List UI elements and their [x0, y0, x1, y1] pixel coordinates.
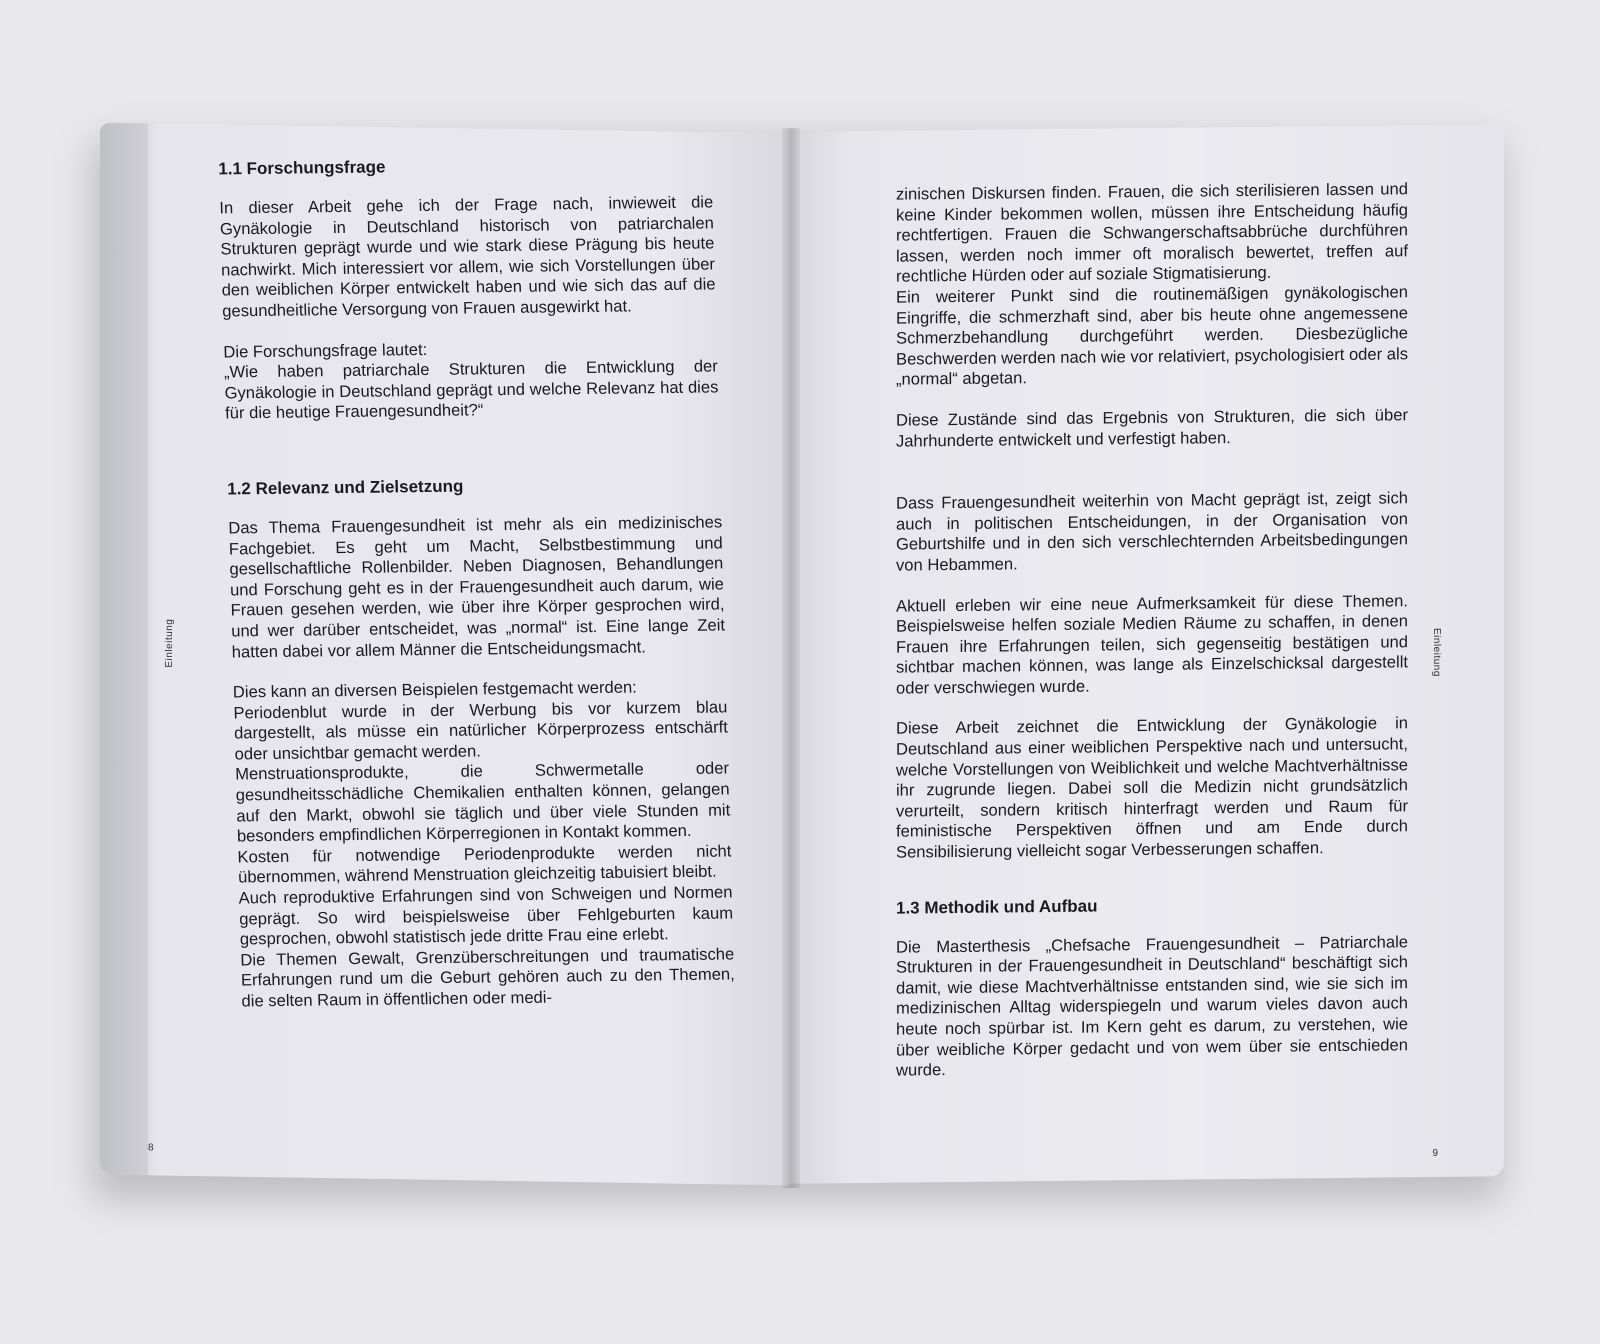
paragraph: Die Themen Gewalt, Grenzüberschreitungen und traumatische Erfahrungen rund um die Geburt gehören auch zu den Themen, die selten Raum in öffentlichen oder medi-: [240, 944, 736, 1011]
paragraph: zinischen Diskursen finden. Frauen, die sich sterilisieren lassen und keine Kinder bekommen wollen, müssen ihre Entscheidung häufig rechtfertigen. Frauen die Schwangerschaftsabbrüche durchführen lassen, werden noch immer oft moralisch bewertet, treffen auf rechtliche Hürden oder auf soziale Stigmatisierung.: [896, 179, 1408, 287]
running-head-left: Einleitung: [164, 618, 175, 668]
heading-1-1: 1.1 Forschungsfrage: [218, 157, 386, 179]
heading-1-2: 1.2 Relevanz und Zielsetzung: [226, 476, 464, 499]
paragraph: Ein weiterer Punkt sind die routinemäßigen gynäkologischen Eingriffe, die schmerzhaft sind, aber bis heute ohne angemessene Schmerzbehandlung durchgeführt werden. Diesbezügliche Beschwerden werden nach wie vor relativiert, psychologisiert oder als „normal“ abgetan.: [896, 282, 1408, 389]
paragraph: Die Forschungsfrage lautet:: [223, 339, 428, 362]
page-stack-edge: [100, 123, 148, 1176]
paragraph: Dass Frauengesundheit weiterhin von Macht geprägt ist, zeigt sich auch in politischen Entscheidungen, in der Organisation von Geburtshilfe und in den sich verschlechternden Arbeitsbedingungen von Hebammen.: [896, 488, 1408, 575]
left-page: [100, 123, 790, 1186]
paragraph: Auch reproduktive Erfahrungen sind von Schweigen und Normen geprägt. So wird beispielsweise über Fehlgeburten kaum gesprochen, obwohl statistisch jede dritte Frau eine erlebt.: [238, 882, 734, 949]
research-question: „Wie haben patriarchale Strukturen die Entwicklung der Gynäkologie in Deutschland geprägt und welche Relevanz hat dies für die heutige Frauengesundheit?“: [223, 356, 719, 423]
page-number-left: 8: [148, 1142, 154, 1154]
page-number-right: 9: [1432, 1147, 1438, 1160]
paragraph: Kosten für notwendige Periodenprodukte werden nicht übernommen, während Menstruation gleichzeitig tabuisiert bleibt.: [237, 841, 732, 887]
paragraph: Die Masterthesis „Chefsache Frauengesundheit – Patriarchale Strukturen in der Frauengesundheit in Deutschland“ beschäftigt sich damit, wie diese Machtverhältnisse entstanden sind, wie sie sich im medizinischen Alltag widerspiegeln und warum vieles davon auch heute noch spürbar ist. Im Kern geht es darum, zu verstehen, wie über weibliche Körper gedacht und von wem über sie entschieden wurde.: [896, 931, 1408, 1080]
paragraph: Aktuell erleben wir eine neue Aufmerksamkeit für diese Themen. Beispielsweise helfen soziale Medien Räume zu schaffen, in denen Frauen ihre Erfahrungen teilen, sich gegenseitig bestätigen und sichtbar machen können, was lange als Einzelschicksal dargestellt oder verschwiegen wurde.: [896, 590, 1408, 698]
right-page-text: [896, 179, 1408, 1101]
running-head-right: Einleitung: [1431, 627, 1442, 677]
paragraph: Dies kann an diversen Beispielen festgemacht werden:: [232, 677, 638, 702]
paragraph: Das Thema Frauengesundheit ist mehr als ein medizinisches Fachgebiet. Es geht um Macht, Selbstbestimmung und gesellschaftliche Rollenbilder. Neben Diagnosen, Behandlungen und Forschung geht es in der Frauengesundheit auch darum, wie Frauen gesehen werden, wie über ihre Körper gesprochen wird, und wer darüber entscheidet, was „normal“ ist. Eine lange Zeit hatten dabei vor allem Männer die Entscheidungsmacht.: [228, 512, 726, 661]
paragraph: Periodenblut wurde in der Werbung bis vor kurzem blau dargestellt, als müsse ein natürlicher Körperprozess entschärft oder unsichtbar gemacht werden.: [233, 697, 729, 764]
paragraph: Diese Zustände sind das Ergebnis von Strukturen, die sich über Jahrhunderte entwickelt und verfestigt haben.: [896, 405, 1408, 451]
left-page-text: [218, 152, 736, 1012]
heading-1-3: 1.3 Methodik und Aufbau: [896, 896, 1098, 918]
paragraph: Menstruationsprodukte, die Schwermetalle oder gesundheitsschädliche Chemikalien enthalten können, gelangen auf den Markt, obwohl sie täglich und über viele Stunden mit besonders empfindlichen Körperregionen in Kontakt kommen.: [234, 758, 731, 846]
right-page: [790, 124, 1504, 1183]
paragraph: Diese Arbeit zeichnet die Entwicklung der Gynäkologie in Deutschland aus einer weiblichen Perspektive nach und untersucht, welche Vorstellungen von Weiblichkeit und welche Machtverhältnisse ihr zugrunde liegen. Dabei soll die Medizin nicht grundsätzlich verurteilt, sondern kritisch hinterfragt werden und Raum für feministische Perspektiven öffnen und am Ende durch Sensibilisierung vielleicht sogar Verbesserungen schaffen.: [896, 713, 1408, 862]
paragraph: In dieser Arbeit gehe ich der Frage nach, inwieweit die Gynäkologie in Deutschland historisch von patriarchalen Strukturen geprägt wurde und wie stark diese Prägung bis heute nachwirkt. Mich interessiert vor allem, wie sich Vorstellungen über den weiblichen Körper entwickelt haben und wie sich das auf die gesundheitliche Versorgung von Frauen ausgewirkt hat.: [219, 192, 716, 321]
book-gutter: [782, 128, 800, 1188]
